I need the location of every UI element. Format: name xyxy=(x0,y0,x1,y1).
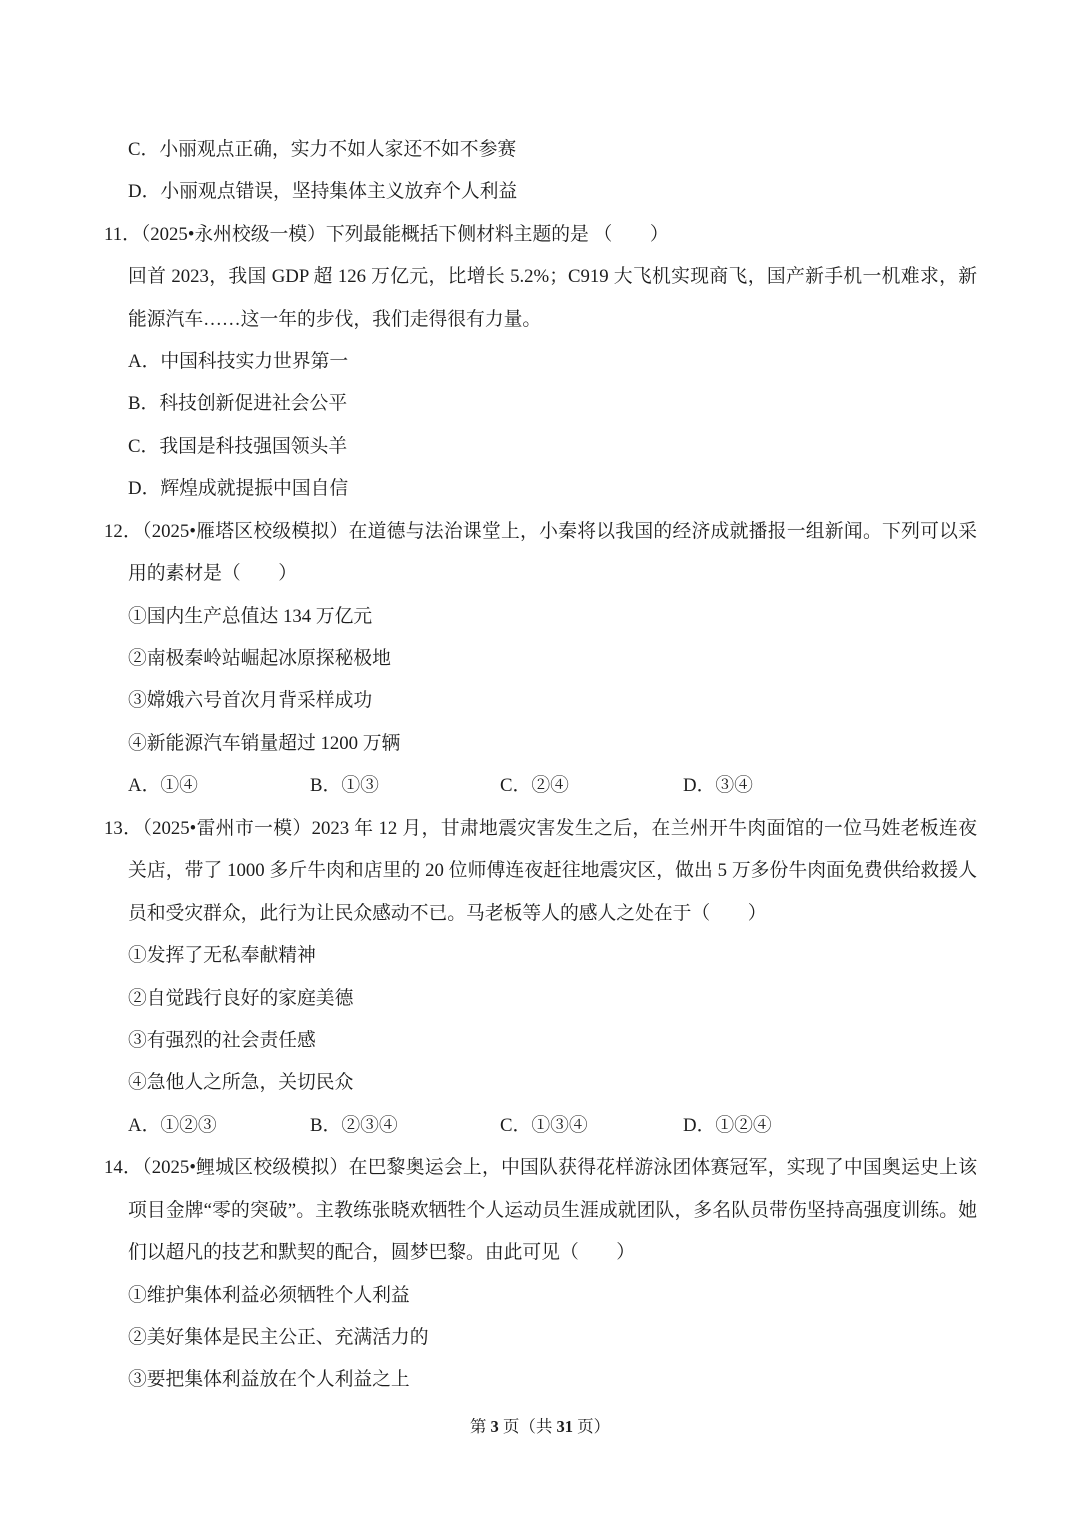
question-number: 11． xyxy=(104,223,141,245)
q10-option-c xyxy=(128,129,977,171)
q13-stem-line-2: 关店，带了 1000 多斤牛肉和店里的 20 位师傅连夜赶往地震灾区，做出 5 万多份牛肉面免费供给救援人 xyxy=(128,860,977,882)
q13-statement-4: ④急他人之所急，关切民众 xyxy=(128,1072,354,1094)
q12-option-c xyxy=(500,765,569,807)
option-text: ③④ xyxy=(715,775,753,797)
q11-material-line-1: 回首 2023，我国 GDP 超 126 万亿元，比增长 5.2%；C919 大飞机实现商飞，国产新手机一机难求，新 xyxy=(128,266,977,288)
q13-statement-2: ②自觉践行良好的家庭美德 xyxy=(128,987,354,1009)
option-text: 辉煌成就提振中国自信 xyxy=(160,478,349,500)
question-stem-text: （2025•永州校级一模）下列最能概括下侧材料主题的是 （ ） xyxy=(140,223,669,245)
q14-stem-line-2: 项目金牌“零的突破”。主教练张晓欢牺牲个人运动员生涯成就团队，多名队员带伤坚持高强度训练。她 xyxy=(128,1199,977,1221)
question-stem-text: （2025•鲤城区校级模拟）在巴黎奥运会上，中国队获得花样游泳团体赛冠军，实现了中国奥运史上该 xyxy=(142,1157,977,1179)
option-text: 科技创新促进社会公平 xyxy=(159,393,348,415)
footer-prefix: 第 xyxy=(469,1417,491,1436)
q14-statement-1: ①维护集体利益必须牺牲个人利益 xyxy=(128,1284,410,1306)
option-text: ①②④ xyxy=(715,1114,772,1136)
option-text: ①③ xyxy=(341,775,379,797)
q11-option-c xyxy=(128,426,977,468)
option-text: ②③④ xyxy=(341,1114,398,1136)
option-label: D． xyxy=(128,478,161,500)
option-label: C． xyxy=(128,138,160,160)
total-page-count: 31 xyxy=(556,1417,573,1436)
option-text: ①③④ xyxy=(531,1114,588,1136)
option-text: ②④ xyxy=(531,775,569,797)
q14-stem-line-3: 们以超凡的技艺和默契的配合，圆梦巴黎。由此可见（ ） xyxy=(128,1242,636,1264)
q13-option-c xyxy=(500,1105,588,1147)
footer-suffix: 页） xyxy=(573,1417,611,1436)
q12-option-a xyxy=(128,765,198,807)
question-stem-text: （2025•雷州市一模）2023 年 12 月，甘肃地震灾害发生之后，在兰州开牛肉面馆的一位马姓老板连夜 xyxy=(142,817,977,839)
footer-middle: 页（共 xyxy=(498,1417,557,1436)
option-label: A． xyxy=(128,775,161,797)
option-label: B． xyxy=(128,393,160,415)
question-number: 12． xyxy=(104,520,143,542)
q13-stem-line-1 xyxy=(104,808,977,850)
q12-statement-4: ④新能源汽车销量超过 1200 万辆 xyxy=(128,732,401,754)
q12-statement-3: ③嫦娥六号首次月背采样成功 xyxy=(128,690,373,712)
q12-options-row xyxy=(128,765,977,807)
option-label: B． xyxy=(310,775,342,797)
q13-option-b xyxy=(310,1105,398,1147)
q13-options-row xyxy=(128,1105,977,1147)
question-number: 13． xyxy=(104,817,143,839)
option-text: 中国科技实力世界第一 xyxy=(160,350,349,372)
option-text: 我国是科技强国领头羊 xyxy=(159,435,348,457)
option-text: ①②③ xyxy=(160,1114,217,1136)
q11-stem xyxy=(104,214,977,256)
q11-option-b xyxy=(128,383,977,425)
option-label: C． xyxy=(500,775,532,797)
q11-material-line-2: 能源汽车……这一年的步伐，我们走得很有力量。 xyxy=(128,308,542,330)
q13-stem-line-3: 员和受灾群众，此行为让民众感动不已。马老板等人的感人之处在于（ ） xyxy=(128,902,767,924)
option-label: A． xyxy=(128,350,161,372)
q14-stem-line-1 xyxy=(104,1147,977,1189)
option-label: D． xyxy=(128,181,161,203)
question-stem-text: （2025•雁塔区校级模拟）在道德与法治课堂上，小秦将以我国的经济成就播报一组新闻。下列可以采 xyxy=(142,520,977,542)
q13-option-a xyxy=(128,1105,217,1147)
q12-stem-line-1 xyxy=(104,511,977,553)
q12-stem-line-2: 用的素材是（ ） xyxy=(128,563,298,585)
option-label: C． xyxy=(500,1114,532,1136)
option-label: D． xyxy=(683,1114,716,1136)
q12-statement-1: ①国内生产总值达 134 万亿元 xyxy=(128,605,373,627)
option-text: ①④ xyxy=(160,775,198,797)
option-label: B． xyxy=(310,1114,342,1136)
option-text: 小丽观点错误，坚持集体主义放弃个人利益 xyxy=(160,181,518,203)
option-text: 小丽观点正确，实力不如人家还不如不参赛 xyxy=(159,138,517,160)
q13-statement-3: ③有强烈的社会责任感 xyxy=(128,1029,316,1051)
option-label: C． xyxy=(128,435,160,457)
q10-option-d xyxy=(128,171,977,213)
q12-statement-2: ②南极秦岭站崛起冰原探秘极地 xyxy=(128,648,391,670)
q13-option-d xyxy=(683,1105,772,1147)
current-page-number: 3 xyxy=(490,1417,499,1436)
option-label: D． xyxy=(683,775,716,797)
q12-option-d xyxy=(683,765,753,807)
page-footer xyxy=(0,1415,1080,1439)
q11-option-a xyxy=(128,341,977,383)
option-label: A． xyxy=(128,1114,161,1136)
q14-statement-2: ②美好集体是民主公正、充满活力的 xyxy=(128,1327,429,1349)
question-number: 14． xyxy=(104,1157,143,1179)
q12-option-b xyxy=(310,765,379,807)
q13-statement-1: ①发挥了无私奉献精神 xyxy=(128,945,316,967)
q11-option-d xyxy=(128,468,977,510)
q14-statement-3: ③要把集体利益放在个人利益之上 xyxy=(128,1369,410,1391)
exam-page-content xyxy=(0,129,1080,1402)
